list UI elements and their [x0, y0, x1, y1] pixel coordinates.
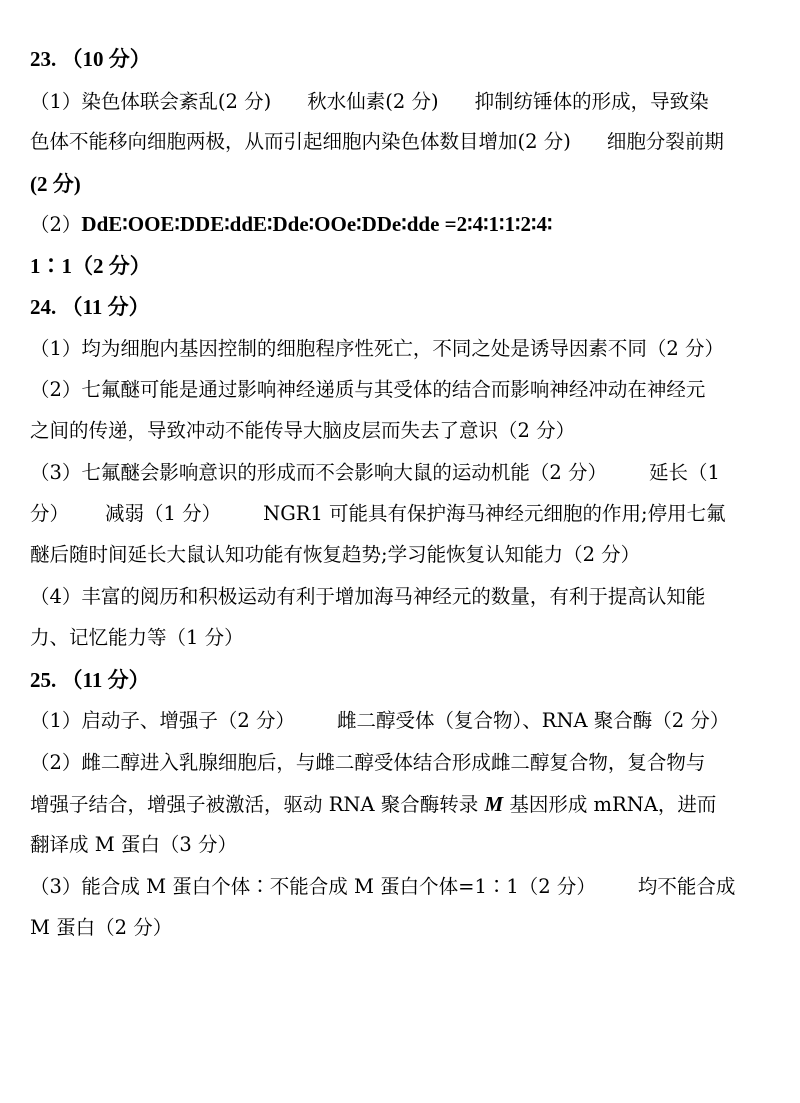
q24-part3-answer4-line2: 醚后随时间延长大鼠认知功能有恢复趋势;学习能恢复认知能力（2 分）: [30, 543, 641, 566]
q25-header: 25. （11 分）: [30, 668, 150, 692]
q25-part1-answer2: 雌二醇受体（复合物）、RNA 聚合酶（2 分）: [337, 709, 730, 732]
q25-part2-gene-name: M: [484, 792, 504, 816]
q25-part2-label: （2）: [30, 751, 82, 774]
q24-part3-answer4-line1: NGR1 可能具有保护海马神经元细胞的作用;停用七氟: [263, 502, 726, 525]
q23-part1-answer2: 秋水仙素(2 分): [307, 90, 439, 113]
q25-part3-line1: [30, 868, 735, 906]
q23-header: 23. （10 分）: [30, 47, 151, 71]
q23-part1-answer3-line1: 抑制纺锤体的形成，导致染: [474, 90, 709, 113]
q24-part1-label: （1）: [30, 337, 82, 360]
q25-part3-answer2-line1: 均不能合成: [637, 875, 736, 898]
q24-header: 24. （11 分）: [30, 295, 150, 319]
q25-part3-label: （3）: [30, 875, 82, 898]
q24-part2-text-line2: 之间的传递，导致冲动不能传导大脑皮层而失去了意识（2 分）: [30, 419, 576, 442]
q25-part3-answer2-line2: M 蛋白（2 分）: [30, 916, 173, 939]
q23-part1-answer4-line1: 细胞分裂前期: [606, 130, 724, 153]
q23-part2-ratio-line2: 1∶1（2 分）: [30, 254, 151, 278]
q24-part1: [30, 330, 724, 368]
q25-part2-text-line2b: 基因形成 mRNA，进而: [503, 793, 717, 816]
q24-part3-answer2-line2: 分）: [30, 502, 70, 525]
q24-part4-line1: [30, 578, 705, 616]
q24-part2-line1: [30, 371, 705, 409]
q25-part3-answer1: 能合成 M 蛋白个体∶不能合成 M 蛋白个体=1∶1（2 分）: [81, 875, 596, 898]
q23-part1-label: （1）: [30, 90, 82, 113]
q23-part2-ratio-line1: DdE∶OOE∶DDE∶ddE∶Dde∶OOe∶DDe∶dde =2∶4∶1∶1∶2∶4∶: [81, 212, 553, 236]
q23-part1-line1: [30, 83, 709, 121]
q25-part2-line1: [30, 744, 705, 782]
q25-part2-text-line2a: 增强子结合，增强子被激活，驱动 RNA 聚合酶转录: [30, 793, 485, 816]
q23-part2-line1: [30, 205, 552, 243]
q25-part2-line2: [30, 785, 716, 823]
q24-part3-line2: [30, 495, 726, 533]
q23-part2-label: （2）: [30, 213, 82, 236]
q25-part2-text-line1: 雌二醇进入乳腺细胞后，与雌二醇受体结合形成雌二醇复合物，复合物与: [81, 751, 706, 774]
q24-part4-label: （4）: [30, 585, 82, 608]
q23-part1-line2: [30, 123, 724, 161]
q24-part1-text: 均为细胞内基因控制的细胞程序性死亡，不同之处是诱导因素不同（2 分）: [81, 337, 725, 360]
q24-part3-label: （3）: [30, 461, 82, 484]
q24-part3-answer1: 七氟醚会影响意识的形成而不会影响大鼠的运动机能（2 分）: [81, 461, 608, 484]
q25-part1-answer1: 启动子、增强子（2 分）: [81, 709, 296, 732]
q24-part4-text-line2: 力、记忆能力等（1 分）: [30, 626, 244, 649]
q24-part3-answer2-line1: 延长（1: [649, 461, 720, 484]
q24-part3-answer3: 减弱（1 分）: [105, 502, 222, 525]
q24-part2-label: （2）: [30, 378, 82, 401]
q23-part1-answer3-line2: 色体不能移向细胞两极，从而引起细胞内染色体数目增加(2 分): [30, 130, 571, 153]
q25-part2-text-line3: 翻译成 M 蛋白（3 分）: [30, 833, 237, 856]
q24-part4-text-line1: 丰富的阅历和积极运动有利于增加海马神经元的数量，有利于提高认知能: [81, 585, 706, 608]
q25-part1-label: （1）: [30, 709, 82, 732]
q24-part2-text-line1: 七氟醚可能是通过影响神经递质与其受体的结合而影响神经冲动在神经元: [81, 378, 706, 401]
q25-part1: [30, 702, 729, 740]
q24-part3-line1: [30, 454, 720, 492]
q23-part1-answer1: 染色体联会紊乱(2 分): [81, 90, 272, 113]
q23-part1-answer4-line2: (2 分): [30, 172, 81, 196]
